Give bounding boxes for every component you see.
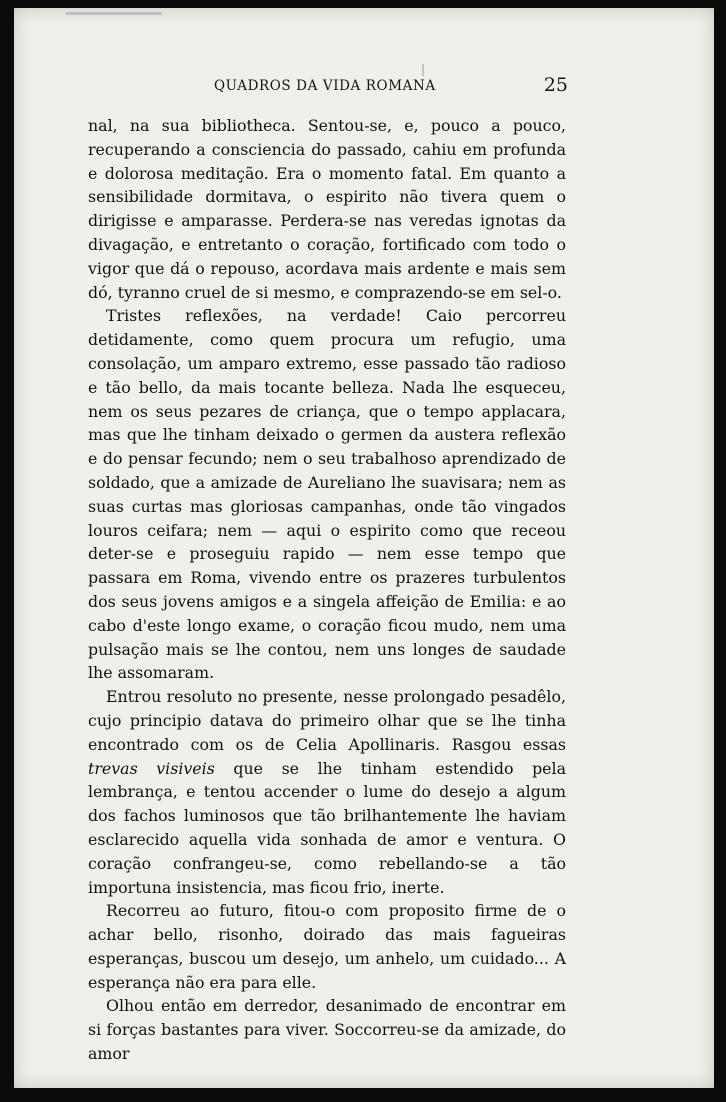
- body-text: [88, 114, 566, 1066]
- paragraph-4: Recorreu ao futuro, fitou-o com proposito firme de o achar bello, risonho, doirado das mais fagueiras esperanças, buscou um desejo, um anhelo, um cuidado... A esperança não era para elle.: [88, 901, 566, 992]
- italic-phrase: trevas visiveis: [88, 758, 215, 778]
- paragraph-3-before: Entrou resoluto no presente, nesse prolongado pesadêlo, cujo principio datava do primeiro olhar que se lhe tinha encontrado com os de Celia Apollinaris. Rasgou essas: [88, 687, 566, 754]
- running-title: QUADROS DA VIDA ROMANA: [214, 78, 436, 94]
- paragraph-3-after: que se lhe tinham estendido pela lembrança, e tentou accender o lume do desejo a algum dos fachos luminosos que tão brilhantemente lhe haviam esclarecido aquella vida sonhada de amor e ventura. O coração confrangeu-se, como rebellando-se a tão importuna insistencia, mas ficou frio, inerte.: [88, 758, 566, 897]
- paragraph-5: Olhou então em derredor, desanimado de encontrar em si forças bastantes para viver. Soccorreu-se da amizade, do amor: [88, 996, 566, 1064]
- scan-scratch: [66, 12, 162, 15]
- page-header: [214, 74, 568, 98]
- page-number: 25: [543, 74, 568, 96]
- paragraph-1: nal, na sua bibliotheca. Sentou-se, e, pouco a pouco, recuperando a consciencia do passado, cahiu em profunda e dolorosa meditação. Era o momento fatal. Em quanto a sensibilidade dormitava, o espirito não tivera quem o dirigisse e amparasse. Perdera-se nas veredas ignotas da divagação, e entretanto o coração, fortificado com todo o vigor que dá o repouso, acordava mais ardente e mais sem dó, tyranno cruel de si mesmo, e comprazendo-se em sel-o.: [88, 116, 566, 302]
- paragraph-3: [88, 685, 566, 899]
- paragraph-2: Tristes reflexões, na verdade! Caio percorreu detidamente, como quem procura um refugio, uma consolação, um amparo extremo, esse passado tão radioso e tão bello, da mais tocante belleza. Nada lhe esqueceu, nem os seus pezares de criança, que o tempo applacara, mas que lhe tinham deixado o germen da austera reflexão e do pensar fecundo; nem o seu trabalhoso aprendizado de soldado, que a amizade de Aureliano lhe suavisara; nem as suas curtas mas gloriosas campanhas, onde tão vingados louros ceifara; nem — aqui o espirito como que receou deter-se e proseguiu rapido — nem esse tempo que passara em Roma, vivendo entre os prazeres turbulentos dos seus jovens amigos e a singela affeição de Emilia: e ao cabo d'este longo exame, o coração ficou mudo, nem uma pulsação mais se lhe contou, nem uns longes de saudade lhe assomaram.: [88, 306, 566, 683]
